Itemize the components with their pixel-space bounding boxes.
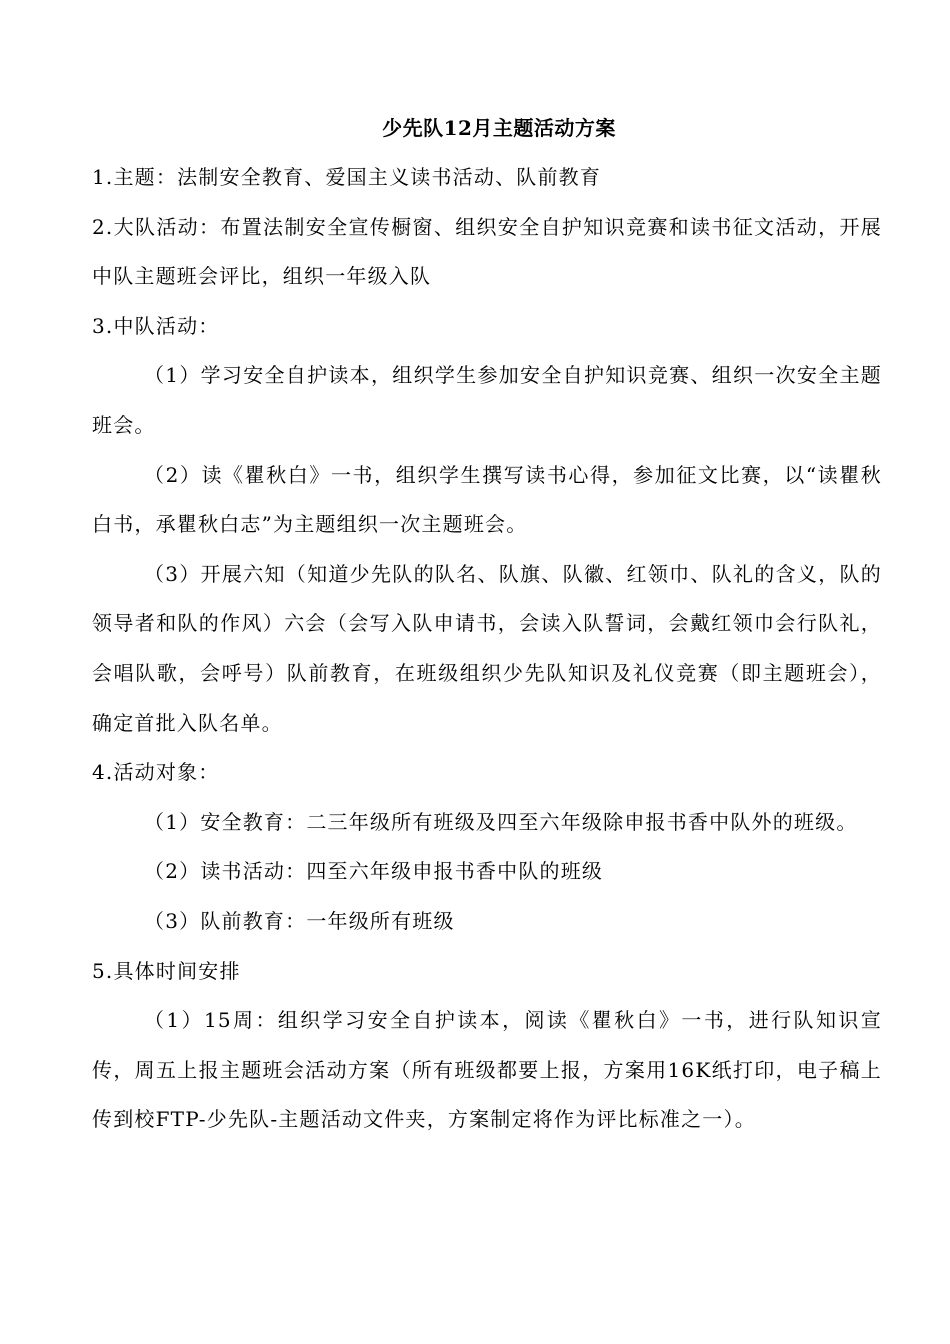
item-squadron-activity-2: （2）读《瞿秋白》一书，组织学生撰写读书心得，参加征文比赛，以“读瞿秋白书，承瞿秋白志”为主题组织一次主题班会。 [92,462,882,537]
item-theme: 1.主题：法制安全教育、爱国主义读书活动、队前教育 [92,165,602,189]
item-target-heading: 4.活动对象： [92,760,220,785]
item-target-1: （1）安全教育：二三年级所有班级及四至六年级除申报书香中队外的班级。 [144,809,858,834]
document-page [92,103,882,1145]
item-squadron-activity-1: （1）学习安全自护读本，组织学生参加安全自护知识竞赛、组织一次安全主题班会。 [92,363,882,437]
item-schedule-1: （1）15周：组织学习安全自护读本，阅读《瞿秋白》一书，进行队知识宣传，周五上报主题班会活动方案（所有班级都要上报，方案用16K纸打印，电子稿上传到校FTP-少先队-主题活动文件夹，方案制定将作为评比标准之一）。 [92,1008,882,1132]
item-brigade-activity: 2.大队活动：布置法制安全宣传橱窗、组织安全自护知识竞赛和读书征文活动，开展中队主题班会评比，组织一年级入队 [92,214,882,289]
item-target-2: （2）读书活动：四至六年级申报书香中队的班级 [144,859,604,884]
item-squadron-activity-3: （3）开展六知（知道少先队的队名、队旗、队徽、红领巾、队礼的含义，队的领导者和队的作风）六会（会写入队申请书，会读入队誓词，会戴红领巾会行队礼，会唱队歌，会呼号）队前教育，在班级组织少先队知识及礼仪竞赛（即主题班会），确定首批入队名单。 [92,561,882,735]
item-target-3: （3）队前教育：一年级所有班级 [144,908,455,933]
document-title: 少先队12月主题活动方案 [382,116,616,140]
item-schedule-heading: 5.具体时间安排 [92,958,241,983]
item-squadron-activity-heading: 3.中队活动： [92,313,220,338]
